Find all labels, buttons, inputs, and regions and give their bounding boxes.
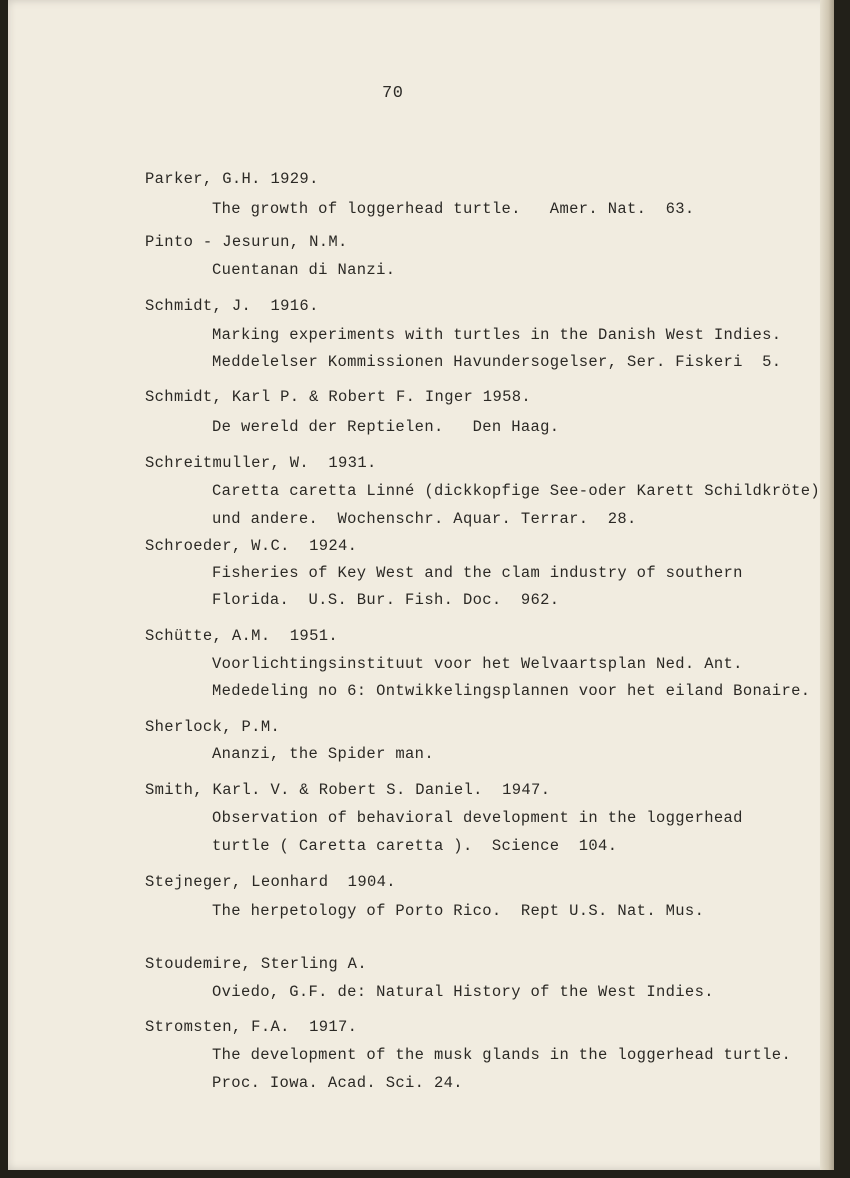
entry-schmidt-j-citation-2: Meddelelser Kommissionen Havundersogelser, Ser. Fiskeri 5.	[212, 353, 782, 371]
page-spine-shadow	[820, 0, 834, 1170]
entry-schmidt-karl-author: Schmidt, Karl P. & Robert F. Inger 1958.	[145, 388, 532, 406]
entry-parker-author: Parker, G.H. 1929.	[145, 170, 319, 188]
entry-schroeder-citation-1: Fisheries of Key West and the clam industry of southern	[212, 564, 743, 582]
entry-schmidt-j-citation-1: Marking experiments with turtles in the Danish West Indies.	[212, 326, 782, 344]
entry-sherlock-author: Sherlock, P.M.	[145, 718, 281, 736]
entry-parker-citation: The growth of loggerhead turtle. Amer. Nat. 63.	[212, 200, 695, 218]
document-page	[8, 0, 834, 1170]
entry-smith-citation-1: Observation of behavioral development in the loggerhead	[212, 809, 743, 827]
entry-pinto-author: Pinto - Jesurun, N.M.	[145, 233, 348, 251]
entry-stejneger-author: Stejneger, Leonhard 1904.	[145, 873, 396, 891]
entry-schroeder-citation-2: Florida. U.S. Bur. Fish. Doc. 962.	[212, 591, 560, 609]
entry-schutte-author: Schütte, A.M. 1951.	[145, 627, 339, 645]
entry-smith-author: Smith, Karl. V. & Robert S. Daniel. 1947.	[145, 781, 551, 799]
entry-schutte-citation-1: Voorlichtingsinstituut voor het Welvaartsplan Ned. Ant.	[212, 655, 743, 673]
entry-schreitmuller-citation-1: Caretta caretta Linné (dickkopfige See-oder Karett Schildkröte)	[212, 482, 821, 500]
entry-schreitmuller-citation-2: und andere. Wochenschr. Aquar. Terrar. 28.	[212, 510, 637, 528]
entry-schroeder-author: Schroeder, W.C. 1924.	[145, 537, 358, 555]
entry-sherlock-citation: Ananzi, the Spider man.	[212, 745, 434, 763]
entry-stromsten-citation-1: The development of the musk glands in the loggerhead turtle.	[212, 1046, 792, 1064]
entry-schreitmuller-author: Schreitmuller, W. 1931.	[145, 454, 377, 472]
page-number: 70	[382, 84, 404, 103]
entry-stejneger-citation: The herpetology of Porto Rico. Rept U.S. Nat. Mus.	[212, 902, 705, 920]
entry-schmidt-j-author: Schmidt, J. 1916.	[145, 297, 319, 315]
entry-schutte-citation-2: Mededeling no 6: Ontwikkelingsplannen voor het eiland Bonaire.	[212, 682, 811, 700]
entry-schmidt-karl-citation: De wereld der Reptielen. Den Haag.	[212, 418, 560, 436]
entry-stromsten-citation-2: Proc. Iowa. Acad. Sci. 24.	[212, 1074, 463, 1092]
entry-smith-citation-2: turtle ( Caretta caretta ). Science 104.	[212, 837, 618, 855]
entry-pinto-citation: Cuentanan di Nanzi.	[212, 261, 396, 279]
entry-stoudemire-author: Stoudemire, Sterling A.	[145, 955, 367, 973]
entry-stromsten-author: Stromsten, F.A. 1917.	[145, 1018, 358, 1036]
entry-stoudemire-citation: Oviedo, G.F. de: Natural History of the West Indies.	[212, 983, 714, 1001]
